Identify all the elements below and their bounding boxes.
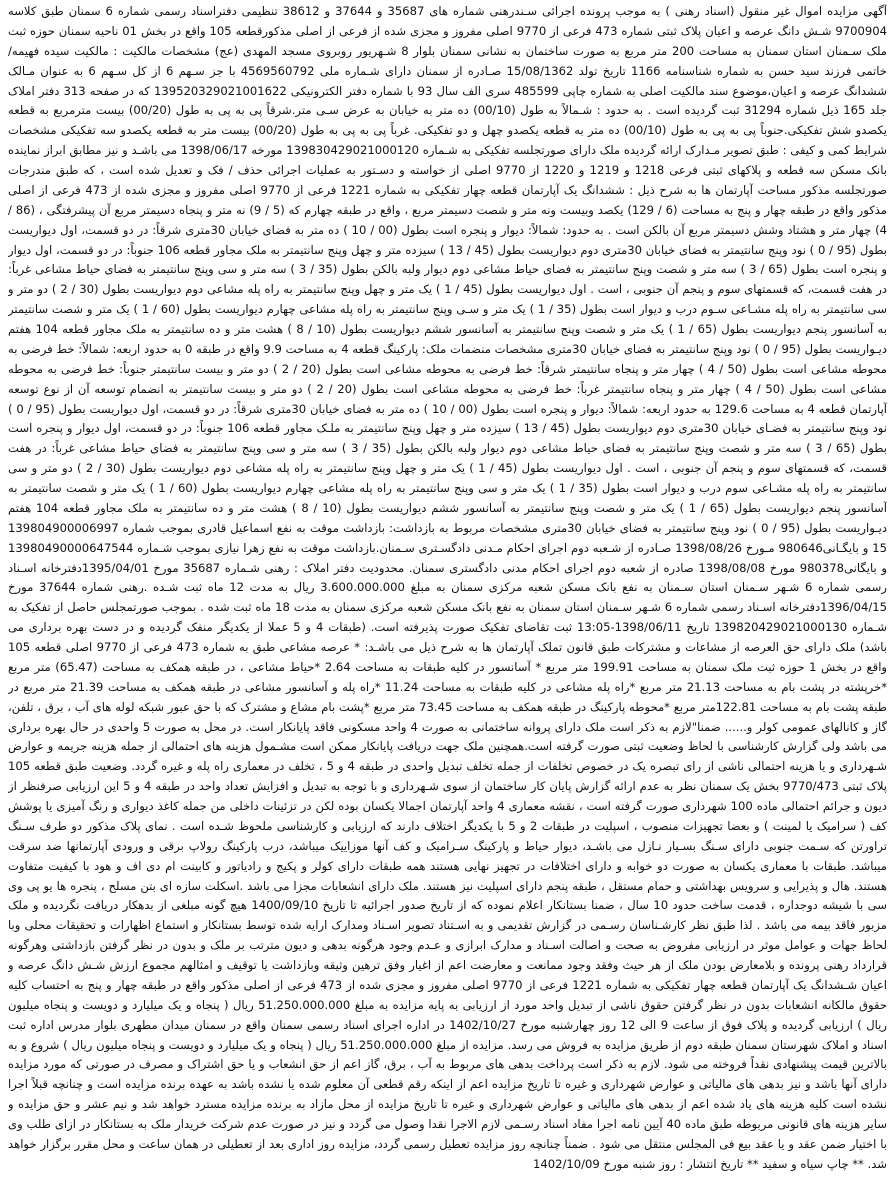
auction-notice-text: آگهی مزایده اموال غیر منقول (اسناد رهنی ) به موجب پرونده اجرائی سـندرهنی شماره های 35687 و 37644 و 38612 تنظیمی دفتراسناد رسمی شماره 6 سمنان طبق کلاسه 9700904 شـش دانگ عرصه و اعیان پلاک ثبتی شماره 473 فرعی از 9770 اصلی مفروز و مجزی شده از فرعی از اصلی مذکورقطعه 105 واقع در بخش 01 ناحیه سمنان حوزه ثبت ملک سـمنان استان سمنان به مساحت 200 متر مربع به صورت ساختمان به نشانی سمنان بلوار 8 شـهریور روبروی مسجد المهدی (عج) مشخصات مالکیت : مالکیت سیده فهیمه/خاتمی فرزند سید حسن به شماره شناسنامه 1166 تاریخ تولد 15/08/1362 صـادره از سمنان دارای شـماره ملی 4569560792 با جز سـهم 6 از کل سـهم 6 به عنوان مـالک ششدانگ عرصه و اعیان،موضوع سند مالکیت اصلی به شماره چاپی 485599 سری الف سال 93 با شماره دفتر الکترونیکی 139520329021001622 که در صفحه 313 دفتر املاک جلد 165 ذیل شماره 31294 ثبت گردیده است . به حدود : شـمالاً به طول (00/10) ده متر به خیابان به عرض سـی متر.شرقاً پی به پی به طول (00/20) بیست مترمربع به قطعه یکصدو شش تفکیکی.جنوباً پی به پی به طول (00/10) ده متر به قطعه یکصدو چهل و دو تفکیکی. غرباً پی به پی به طول (00/20) بیست متر به قطعه یکصدو سه تفکیکی مشخصات شرایط کمی و کیفی : طبق تصویر مـدارک ارائه گردیده ملک دارای صورتجلسه تفکیکی به شـماره 139830429021000120 مورخه 1398/06/17 می باشـد و نیز مطابق ابراز نماینده بانک مسکن سه قطعه و پلاکهای ثبتی فرعی 1218 و 1219 و 1220 از 9770 اصلی از خواسته و دسـتور به عملیات اجرائی حذف / فک و تعدیل شده است ، که طبق مندرجات صورتجلسه مذکور مساحت آپارتمان ها به شرح ذیل : ششدانگ یک آپارتمان قطعه چهار تفکیکی به شماره 1221 فرعی از 9770 اصلی مفروز و مجزی شده از 473 فرعی از اصلی مذکور واقع در طبقه چهار و پنج به مساحت (6 / 129) یکصد وبیست ونه متر و شصت دسیمتر مربع ، واقع در طبقه چهارم که (5 / 9) نه متر و پنجاه دسیمتر مربع آن پیشرفتگی ، (86 / 4) چهار متر و هشتاد وشش دسیمتر مربع آن بالکن است . به حدود: شمالاً: دیوار و پنجره است بطول (00 / 10 ) ده متر به فضای خیابان 30متری شرقاً: در دو قسمت، اول دیواریست بطول (95 / 0 ) نود وپنج سانتیمتر به فضای خیابان 30متری دوم دیواریست بطول (45 / 13 ) سیزده متر و چهل وپنج سانتیمتر به ملک مجاور قطعه 106 جنوباً: در دو قسمت، اول دیوار و پنجره است بطول (65 / 3 ) سه متر و شصت وپنج سانتیمتر به فضای حیاط مشاعی دوم دیوار ولبه بالکن بطول (35 / 3 ) سه متر و سی وپنج سانتیمتر به فضای حیاط مشاعی غرباً: در هفت قسمت، که قسمتهای سوم و پنجم آن جنوبی ، است . اول دیواریست بطول (45 / 1 ) یک متر و چهل وپنج سانتیمتر به راه پله مشاعی دوم دیواریست بطول (30 / 2 ) دو متر و سی سانتیمتر به راه پله مشـاعی سـوم درب و دیوار است بطول (35 / 1 ) یک متر و سـی وپنج سانتیمتر به راه پله مشاعی چهارم دیواریست بطول (60 / 1 ) یک متر و شصت سانتیمتر به آسانسور پنجم دیواریست بطول (65 / 1 ) یک متر و شصت وپنج سانتیمتر به آسانسور ششم دیواریست بطول (10 / 8 ) هشت متر و ده سانتیمتر به ملک مجاور قطعه 104 هفتم دیـواریست بطول (95 / 0 ) نود وپنج سانتیمتر به فضای خیابان 30متری مشخصات منضمات ملک: پارکینگ قطعه 4 به مساحت 9.9 واقع در طبقه 0 به حدود اربعه: شمالاً: خط فرضی به محوطه مشاعی است بطول (50 / 4 ) چهار متر و پنجاه سانتیمتر شرقاً: خط فرضی به محوطه مشاعی است بطول (20 / 2 ) دو متر و بیست سانتیمتر جنوباً: خط فرضی به محوطه مشاعی است بطول (50 / 4 ) چهار متر و پنجاه سانتیمتر غرباً: خط فرضی به محوطه مشاعی است بطول (20 / 2 ) دو متر و بیست سانتیمتر به انضمام توسعه آن از نوع توسعه آپارتمان قطعه 4 به مساحت 129.6 به حدود اربعه: شمالاً: دیوار و پنجره است بطول (00 / 10 ) ده متر به فضای خیابان 30متری شرقاً: در دو قسمت، اول دیواریست بطول (95 / 0 ) نود وپنج سانتیمتر به فضـای خیابان 30متری دوم دیواریست بطول (45 / 13 ) سیزده متر و چهل وپنج سانتیمتر به ملـک مجاور قطعه 106 جنوباً: در دو قسمت، اول دیوار و پنجره است بطول (65 / 3 ) سه متر و شصت وپنج سانتیمتر به فضای حیاط مشاعی دوم دیوار ولبه بالکن بطول (35 / 3 ) سه متر و سی وپنج سانتیمتر به فضای حیاط مشاعی غرباً: در هفت قسمت، که قسمتهای سوم و پنجم آن جنوبی ، است . اول دیواریست بطول (45 / 1 ) یک متر و چهل وپنج سانتیمتر به راه پله مشاعی دوم دیواریست بطول (30 / 2 ) دو متر و سی سانتیمتر به راه پله مشـاعی سوم درب و دیوار است بطول (35 / 1 ) یک متر و سی وپنج سانتیمتر به راه پله مشاعی چهارم دیواریست بطول (60 / 1 ) یک متر و شصت سانتیمتر به آسانسور پنجم دیواریست بطول (65 / 1 ) یک متر و شصت وپنج سانتیمتر به آسانسور ششم دیواریست بطول (10 / 8 ) هشت متر و ده سانتیمتر به ملک مجاور قطعه 104 هفتم دیـواریست بطول (95 / 0 ) نود وپنج سانتیمتر به فضای خیابان 30متری مشخصات مربوط به بازداشت: بازداشت موقت به نفع اسماعیل قادری بموجب شماره 139804900006997​15 و بایگـانی980646 مـورخ 1398/08/26 صـادره از شـعبه دوم اجرای احکام مـدنی دادگسـتری سـمنان.بازداشت موقت به نفع زهرا نیازی بموجب شـماره 139804900006475​44 و بایگانی980378 مورخ 1398/08/08 صادره از شعبه دوم اجرای احکام مدنی دادگستری سمنان. محدودیت دفتر املاک : رهنی شـماره 35687 مورخ 1395/04/01دفترخانه اسـناد رسمی شماره 6 شـهر سـمنان استان سـمنان به نفع بانک مسکن شعبه مرکزی سمنان به مبلغ 3.600.000.000 ریال به مدت 12 ماه ثبت شـده .رهنی شماره 37644 مورخ 1396/04/15دفترخانه اسـناد رسمی شماره 6 شـهر سـمنان استان سمنان به نفع بانک مسکن شعبه مرکزی سمنان به مدت 18 ماه ثبت شده . بموجب صورتمجلس حاصل از تفکیک به شـماره 139820429021000130 تاریخ 1398/06/11-13:05 ثبت تقاضای تفکیک صورت پذیرفته است. (طبقات 4 و 5 عملا از یکدیگر منفک گردیده و در دست بهره برداری می باشد) ملک دارای حق العرصه از مشاعات و مشترکات طبق قانون تملک آپارتمان ها به شرح ذیل می باشـد: * عرصه مشاعی طبق به شماره 473 فرعی از 9770 اصلی قطعه 105 واقع در بخش 1 حوزه ثبت ملک سمنان به مساحت 199.91 متر مربع * آسانسور در کلیه طبقات به مساحت 2.64 *حیاط مشاعی ، در طبقه همکف به مساحت (65.47) متر مربع *خرپشته در پشت بام به مساحت 21.13 متر مربع *راه پله مشاعی در کلیه طبقات به مساحت 11.24 *راه پله و آسانسور مشاعی در طبقه همکف به مساحت 21.39 متر مربع در طبقه پشت بام به مساحت 122.81متر مربع *محوطه پارکینگ در طبقه همکف به مساحت 73.45 متر مربع *پشت بام مشاع و مشترک که با حق عبور شبکه لوله های آب ، برق ، تلفن، گاز و کانالهای عمومی کولر و...... ضمنا"لازم به ذکر است ملک دارای پروانه ساختمانی به صورت 4 واحد مسکونی فاقد پایانکار است. در محل به صورت 5 واحدی در حال بهره برداری می باشد ولی گزارش کارشناسی با لحاظ وضعیت ثبتی صورت گرفته است.همچنین ملک جهت دریافت پایانکار ممکن است مشـمول هزینه های احتمالی از جمله هزینه جریمه و عوارض شـهرداری و یا هزینه احتمالی ناشی از رای تبصره یک در خصوص تخلفات از جمله تخلف تبدیل واحدی در طبقه 4 و 5 ، تخلف در معماری راه پله و غیره گردد. وضعیت طبق قطعه 105 پلاک ثبتی 9770/473 بخش یک سمنان نظر به عدم ارائه گزارش پایان کار ساختمان از سوی شـهرداری و با توجه به تبدیل و افزایش تعداد واحد در طبقه 4 و 5 این ارزیابی صرفنظر از دیون و جرائم احتمالی ماده 100 شهرداری صورت گرفته است ، نقشه معماری 4 واحد آپارتمان اجمالا یکسان بوده لکن در تزئینات داخلی من جمله کاغذ دیواری و رنگ آمیزی یا پوشش کف ( سرامیک یا لمینت ) و بعضا تجهیزات منصوب ، اسپلیت در طبقات 2 و 5 با یکدیگر اختلاف دارند که ارزیابی و کارشناسی ملحوظ شـده است . نمای پلاک مذکور دو طرف سـنگ تراورتن که سـمت جنوبی دارای سـنگ بسـیار نـازل می باشـد، دیوار حیاط و پارکینگ سـرامیک و کف آنها موزاییک میباشد، درب پارکینگ رولاپ برقی و ورودی آپارتمانها ضد سرقت میباشد. طبقات با معماری یکسان به صورت دو خوابه و دارای اختلافات در تجهیز نهایی هستند همه طبقات دارای کولر و پکیج و رادیاتور و کابینت ام دی اف و هود با کیفیت متفاوت هستند. هال و پذیرایی و سرویس بهداشتی و حمام مستقل ، طبقه پنجم دارای اسپلیت نیز هستند. ملک دارای انشعابات مجزا می باشد .اسکلت سازه ای بتن مسلح ، پنجره ها یو پی وی سی با شیشه دوجداره ، قدمت ساخت حدود 10 سال ، ضمنا بستانکار اعلام نموده که از تاریخ صدور اجرائیه تا تاریخ 1400/09/10 هیچ گونه مبلغی از بدهکار دریافت نگردیده و ملک مزبور فاقد بیمه می باشد . لذا طبق نظر کارشـناسان رسـمی در گزارش تقدیمی و به اسـتناد تصویر اسـناد ومدارک ارایه شده توسط بستانکار و استماع اظهارات و تحقیقات محلی وبا لحاظ جهات و عوامل موثر در ارزیابی مفروض به صحت و اصالت اسـناد و مدارک ابرازی و عـدم وجود هرگونه بدهی و دیون مترتب بر ملک و بدون در نظر گرفتن بازداشتی وهرگونه قرارداد رهنی پرونده و بلامعارض بودن ملک از هر حیث وفقد وجود ممانعت و معارضت اعم از اغیار وفق ترهین وثیقه وبازداشت یا توقیف و امثالهم مجموع ارزش شـش دانگ عرصه و اعیان شـشدانگ یک آپارتمان قطعه چهار تفکیکی به شماره 1221 فرعی از 9770 اصلی مفروز و مجزی شده از 473 فرعی از اصلی مذکور واقع در طبقه چهار و پنج به احتساب کلیه حقوق مالکانه انشعابات بدون در نظر گرفتن حقوق ناشی از تبدیل واحد مورد از ارزیابی به پایه مزایده به مبلغ 51.250.000.000 ریال ( پنجاه و یک میلیارد و دویست و پنجاه میلیون ریال ) ارزیابی گردیده و پلاک فوق از ساعت 9 الی 12 روز چهارشنبه مورخ 1402/10/27 در اداره اجرای اسناد رسمی سمنان واقع در سمنان میدان مطهری بلوار مدرس اداره ثبت اسناد و املاک شهرستان سمنان طبقه دوم از طریق مزایده به فروش می رسد. مزایده از مبلغ 51.250.000.000 ریال ( پنجاه و یک میلیارد و دویست و پنجاه میلیون ریال ) شروع و به بالاترین قیمت پیشنهادی نقداً فروخته می شود. لازم به ذکر است پرداخت بدهی های مربوط به آب ، برق، گاز اعم از حق انشعاب و یا حق اشتراک و مصرف در صورتی که مورد مزایده دارای آنها باشد و نیز بدهی های مالیاتی و عوارض شهرداری و غیره تا تاریخ مزایده اعم از اینکه رقم قطعی آن معلوم شده یا نشده باشد به عهده برنده مزایده است و چنانچه قبلاً اجرا نشده است کلیه هزینه های یاد شده اعم از بدهی های مالیاتی و عوارض شهرداری و غیره تا تاریخ مزایده از محل مازاد به برنده مزایده مسترد خواهد شد و نیم عشر و حق مزایده و سایر هزینه های قانونی مربوطه طبق ماده 40 آیین نامه اجرا مفاد اسناد رسـمی لازم الاجرا نقدا وصول می گردد و نیز در صورت عدم شرکت خریدار ملک به بستانکار در ازای طلب وی با اختیار ضمن عقد و یا عقد بیع فی المجلس منتقل می شود . ضمناً چنانچه روز مزایده تعطیل رسمی گردد، مزایده روز اداری بعد از تعطیلی در همان ساعت و محل مقرر برگزار خواهد شد. ** چاپ سیاه و سفید ** تاریخ انتشار : روز شنبه مورخ 1402/10/09 (8, 4, 887, 1171)
page (8, 0, 887, 1185)
